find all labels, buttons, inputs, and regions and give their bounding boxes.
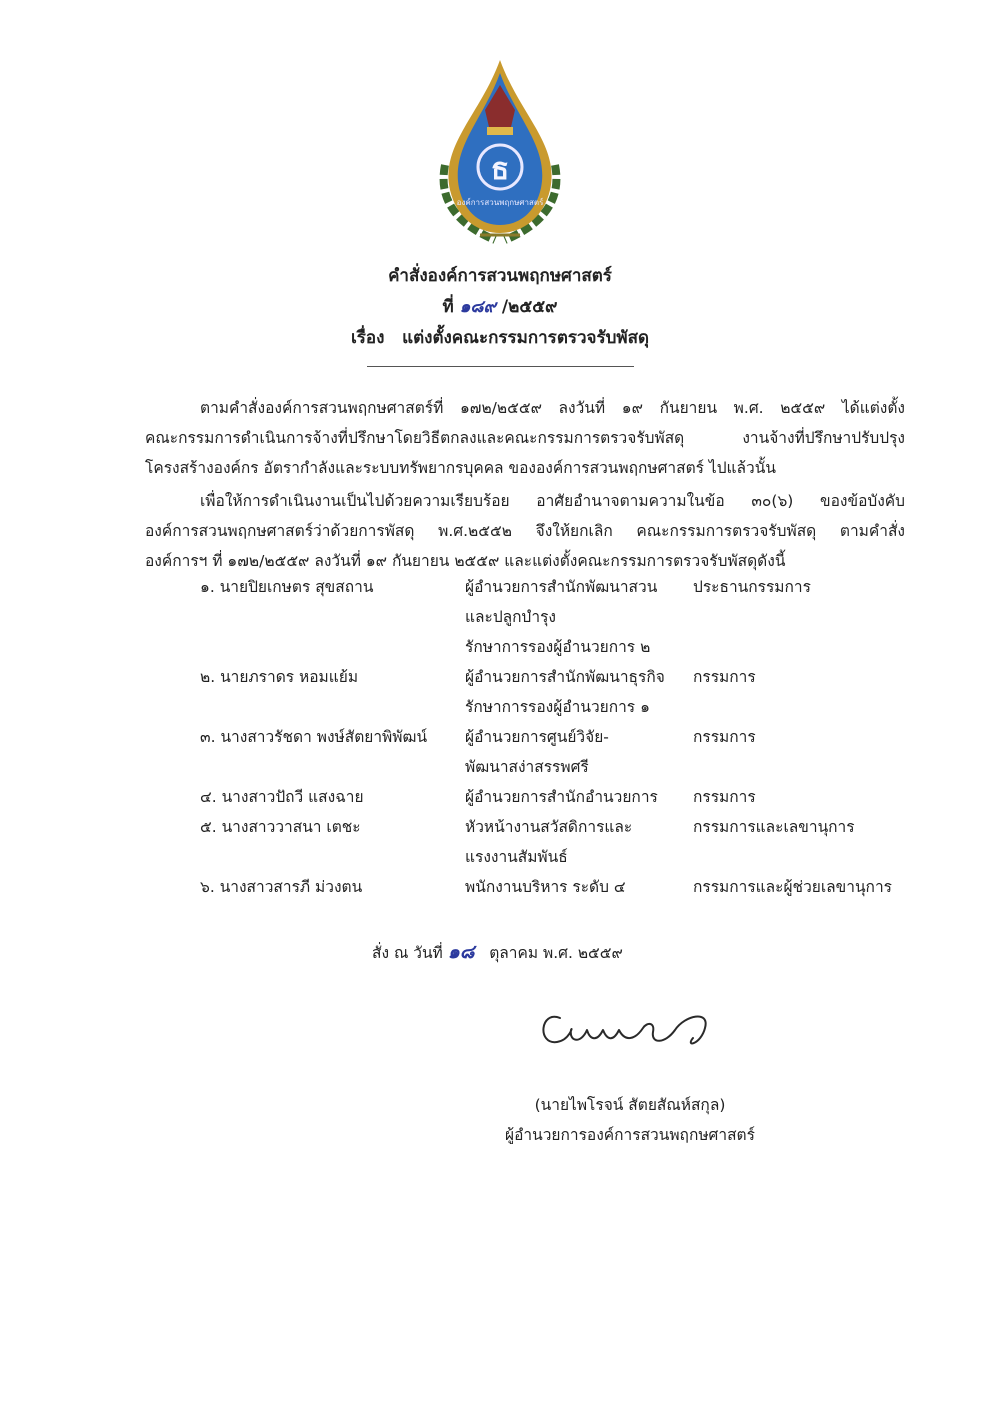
signature-stroke	[543, 1016, 705, 1043]
member-role: ประธานกรรมการ	[693, 578, 811, 596]
position-line: ผู้อำนวยการสำนักอำนวยการ	[465, 788, 658, 806]
signer-title: ผู้อำนวยการองค์การสวนพฤกษศาสตร์	[505, 1126, 755, 1144]
position-line: ผู้อำนวยการสำนักพัฒนาธุรกิจ	[465, 668, 665, 686]
organization-logo	[425, 55, 575, 255]
paragraph-1	[145, 393, 905, 483]
member-name: ๕. นางสาววาสนา เตชะ	[200, 818, 361, 836]
committee-row	[200, 662, 920, 722]
handwritten-number: ๑๘๙	[459, 297, 496, 317]
member-position	[465, 572, 693, 662]
position-line: ผู้อำนวยการศูนย์วิจัย-	[465, 728, 609, 746]
logo-emblem-icon	[425, 55, 575, 255]
position-line: รักษาการรองผู้อำนวยการ ๑	[465, 698, 650, 716]
para1-line1: ตามคำสั่งองค์การสวนพฤกษศาสตร์ที่ ๑๗๒/๒๕๕๙ ลงวันที่ ๑๙ กันยายน พ.ศ. ๒๕๕๙ ได้แต่งตั้ง	[200, 399, 905, 417]
committee-row	[200, 722, 920, 782]
member-position	[465, 872, 693, 902]
committee-list	[200, 572, 920, 902]
position-line: หัวหน้างานสวัสดิการและ	[465, 818, 633, 836]
handwritten-day: ๑๘	[447, 941, 475, 963]
position-line: พัฒนาสง่าสรรพศรี	[465, 758, 589, 776]
member-name: ๔. นางสาวปัถวี แสงฉาย	[200, 788, 364, 806]
para1-line2: คณะกรรมการดำเนินการจ้างที่ปรึกษาโดยวิธีตกลงและคณะกรรมการตรวจรับพัสดุ งานจ้างที่ปรึกษาปรับปรุง	[145, 429, 905, 447]
member-position	[465, 782, 693, 812]
subject-text: แต่งตั้งคณะกรรมการตรวจรับพัสดุ	[402, 328, 650, 348]
order-subject	[0, 324, 1000, 351]
member-name: ๓. นางสาวรัชดา พงษ์สัตยาพิพัฒน์	[200, 728, 428, 746]
given-month-year: ตุลาคม พ.ศ. ๒๕๕๙	[489, 944, 623, 962]
member-position	[465, 722, 693, 782]
divider	[367, 366, 634, 367]
position-line: รักษาการรองผู้อำนวยการ ๒	[465, 638, 651, 656]
member-role: กรรมการ	[693, 668, 756, 686]
emblem-glyph: ธ	[490, 152, 510, 187]
position-line: และปลูกบำรุง	[465, 608, 556, 626]
given-prefix: สั่ง ณ วันที่	[372, 944, 443, 962]
committee-row	[200, 872, 920, 902]
signature	[535, 1000, 735, 1060]
subject-label: เรื่อง	[350, 328, 385, 348]
para2-line1: เพื่อให้การดำเนินงานเป็นไปด้วยความเรียบร้อย อาศัยอำนาจตามความในข้อ ๓๐(๖) ของข้อบังคับ	[200, 492, 905, 510]
order-title: คำสั่งองค์การสวนพฤกษศาสตร์	[388, 266, 612, 286]
given-date	[372, 937, 623, 967]
signer-name: (นายไพโรจน์ สัตยสัณห์สกุล)	[534, 1096, 726, 1114]
member-name: ๖. นางสาวสารภี ม่วงตน	[200, 878, 363, 896]
committee-row	[200, 782, 920, 812]
position-line: พนักงานบริหาร ระดับ ๔	[465, 878, 626, 896]
para2-line2: องค์การสวนพฤกษศาสตร์ว่าด้วยการพัสดุ พ.ศ.๒๕๕๒ จึงให้ยกเลิก คณะกรรมการตรวจรับพัสดุ ตามคำสั่ง	[145, 522, 905, 540]
paragraph-2	[145, 486, 905, 576]
committee-row	[200, 812, 920, 872]
member-name: ๑. นายปิยเกษตร สุขสถาน	[200, 578, 374, 596]
committee-row	[200, 572, 920, 662]
para1-line3: โครงสร้างองค์กร อัตรากำลังและระบบทรัพยากรบุคคล ขององค์การสวนพฤกษศาสตร์ ไปแล้วนั้น	[145, 459, 776, 477]
number-year: /๒๕๕๙	[501, 297, 558, 317]
member-role: กรรมการ	[693, 788, 756, 806]
para2-line3: องค์การฯ ที่ ๑๗๒/๒๕๕๙ ลงวันที่ ๑๙ กันยายน ๒๕๕๙ และแต่งตั้งคณะกรรมการตรวจรับพัสดุดังนี้	[145, 552, 786, 570]
member-role: กรรมการ	[693, 728, 756, 746]
crown-base	[487, 127, 513, 135]
order-number	[0, 293, 1000, 320]
member-position	[465, 812, 693, 872]
member-position	[465, 662, 693, 722]
position-line: แรงงานสัมพันธ์	[465, 848, 568, 866]
member-role: กรรมการและผู้ช่วยเลขานุการ	[693, 878, 892, 896]
position-line: ผู้อำนวยการสำนักพัฒนาสวน	[465, 578, 658, 596]
logo-ring-text: องค์การสวนพฤกษศาสตร์	[456, 198, 544, 207]
number-prefix: ที่	[442, 297, 454, 317]
member-name: ๒. นายภราดร หอมแย้ม	[200, 668, 359, 686]
member-role: กรรมการและเลขานุการ	[693, 818, 855, 836]
